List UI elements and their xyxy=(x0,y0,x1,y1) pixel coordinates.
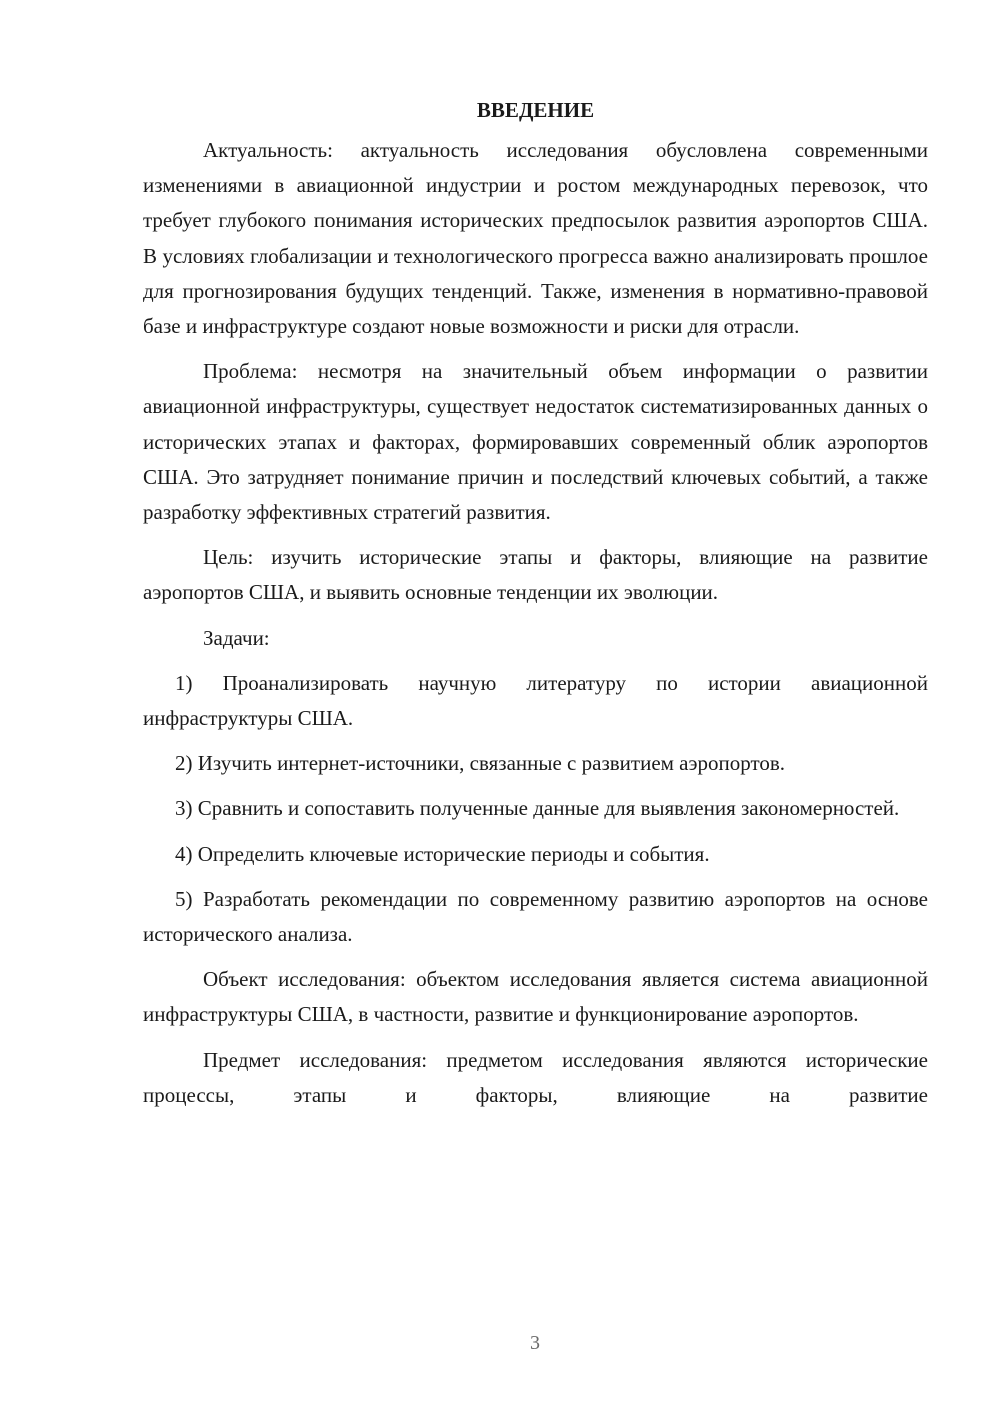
paragraph-subject: Предмет исследования: предметом исследования являются исторические процессы, этапы и факторы, влияющие на развитие xyxy=(143,1047,928,1107)
paragraph-object: Объект исследования: объектом исследования является система авиационной инфраструктуры США, в частности, развитие и функционирование аэропортов. xyxy=(143,967,928,1027)
tasks-heading: Задачи: xyxy=(203,625,270,650)
paragraph-goal: Цель: изучить исторические этапы и факторы, влияющие на развитие аэропортов США, и выявить основные тенденции их эволюции. xyxy=(143,545,928,605)
page-title: ВВЕДЕНИЕ xyxy=(476,98,595,122)
task-item-1: 1) Проанализировать научную литературу по истории авиационной инфраструктуры США. xyxy=(143,670,928,731)
task-item-3: 3) Сравнить и сопоставить полученные данные для выявления закономерностей. xyxy=(175,796,900,821)
page-number: 3 xyxy=(530,1332,540,1354)
task-item-4: 4) Определить ключевые исторические периоды и события. xyxy=(175,841,710,866)
task-item-5: 5) Разработать рекомендации по современному развитию аэропортов на основе исторического анализа. xyxy=(143,886,928,947)
paragraph-relevance: Актуальность: актуальность исследования обусловлена современными изменениями в авиационной индустрии и ростом международных перевозок, что требует глубокого понимания исторических предпосылок развития аэропортов США. В условиях глобализации и технологического прогресса важно анализировать прошлое для прогнозирования будущих тенденций. Также, изменения в нормативно-правовой базе и инфраструктуре создают новые возможности и риски для отрасли. xyxy=(143,138,928,339)
task-item-2: 2) Изучить интернет-источники, связанные с развитием аэропортов. xyxy=(175,751,786,776)
document-page xyxy=(143,93,928,1123)
paragraph-problem: Проблема: несмотря на значительный объем информации о развитии авиационной инфраструктуры, существует недостаток систематизированных данных о исторических этапах и факторах, формировавших современный облик аэропортов США. Это затрудняет понимание причин и последствий ключевых событий, а также разработку эффективных стратегий развития. xyxy=(143,359,928,525)
